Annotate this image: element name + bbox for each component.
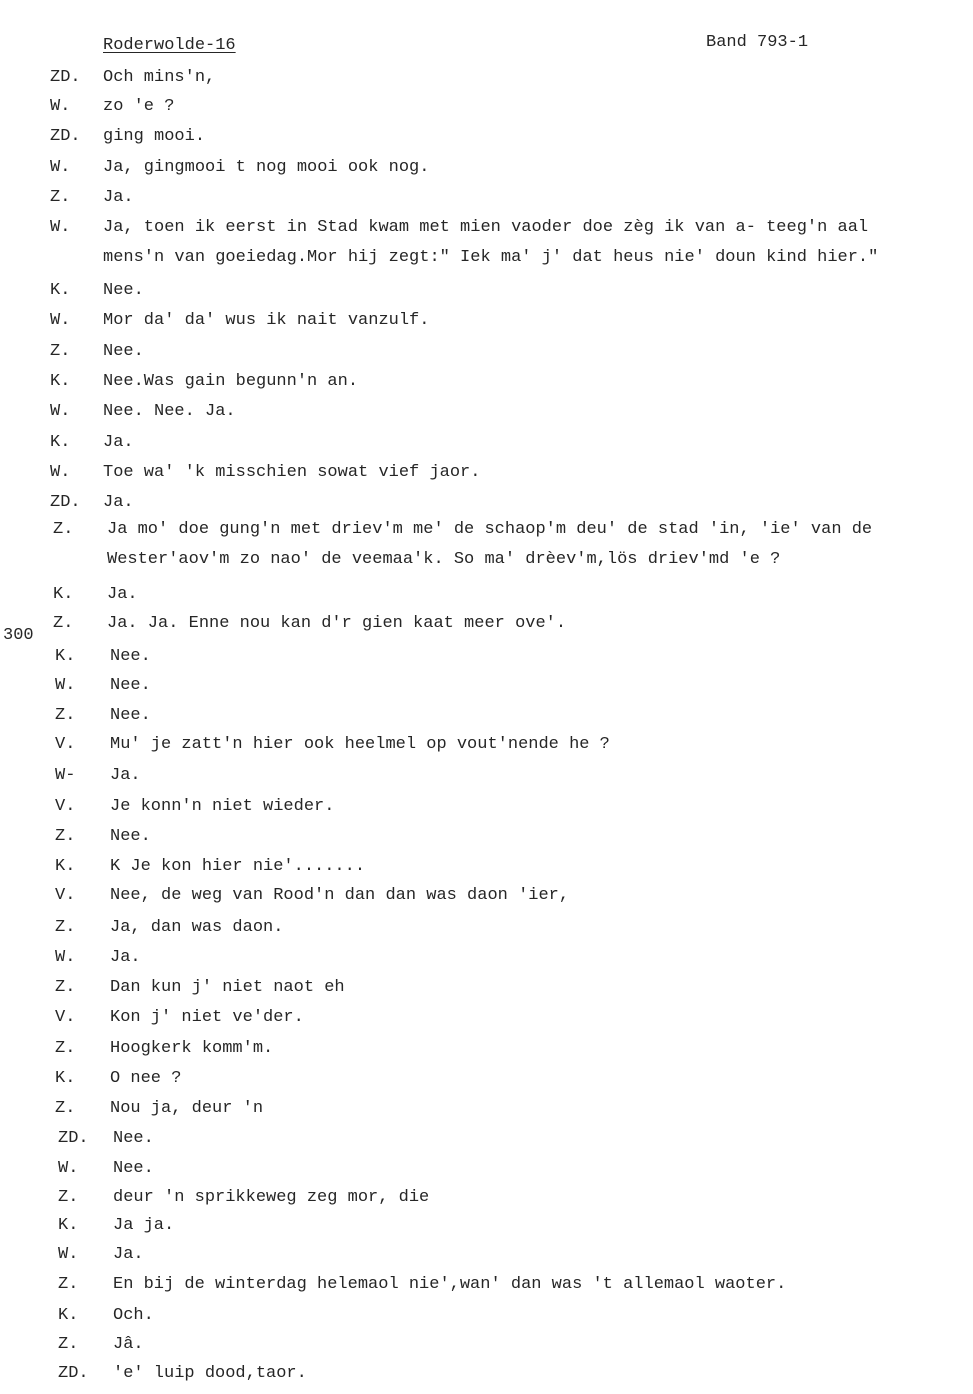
transcript-line: Ja ja. (113, 1216, 175, 1235)
speaker-label: ZD. (50, 493, 81, 512)
transcript-line: Ja. (107, 585, 138, 604)
transcript-line: Nee. (110, 827, 151, 846)
transcript-line: Jâ. (113, 1335, 144, 1354)
transcript-line: Kon j' niet ve'der. (110, 1008, 304, 1027)
transcript-line: Ja. (103, 493, 134, 512)
speaker-label: Z. (55, 706, 76, 725)
speaker-label: K. (58, 1306, 79, 1325)
transcript-line: Nee. (103, 281, 144, 300)
transcript-line: Nee. Nee. Ja. (103, 402, 236, 421)
speaker-label: Z. (58, 1188, 79, 1207)
transcript-line-continuation: mens'n van goeiedag.Mor hij zegt:" Iek ma' j' dat heus nie' doun kind hier." (103, 248, 879, 267)
transcript-line: Ja. (103, 433, 134, 452)
transcript-line: Ja. (110, 766, 141, 785)
document-title: Roderwolde-16 (103, 36, 236, 55)
speaker-label: ZD. (50, 127, 81, 146)
speaker-label: Z. (55, 827, 76, 846)
speaker-label: Z. (50, 342, 71, 361)
speaker-label: Z. (55, 1039, 76, 1058)
speaker-label: W. (58, 1245, 79, 1264)
speaker-label: Z. (50, 188, 71, 207)
transcript-line: Ja. (110, 948, 141, 967)
speaker-label: Z. (55, 978, 76, 997)
transcript-line: Toe wa' 'k misschien sowat vief jaor. (103, 463, 481, 482)
speaker-label: W. (50, 463, 71, 482)
speaker-label: Z. (55, 918, 76, 937)
transcript-line: Mu' je zatt'n hier ook heelmel op vout'nende he ? (110, 735, 610, 754)
transcript-line: Nee.Was gain begunn'n an. (103, 372, 359, 391)
speaker-label: V. (55, 1008, 76, 1027)
speaker-label: Z. (55, 1099, 76, 1118)
speaker-label: W. (55, 676, 76, 695)
speaker-label: ZD. (58, 1129, 89, 1148)
transcript-line: Och. (113, 1306, 154, 1325)
transcript-line: Ja mo' doe gung'n met driev'm me' de schaop'm deu' de stad 'in, 'ie' van de (107, 520, 873, 539)
speaker-label: W. (50, 158, 71, 177)
speaker-label: K. (55, 647, 76, 666)
speaker-label: W- (55, 766, 76, 785)
speaker-label: Z. (58, 1275, 79, 1294)
transcript-line: Nee. (113, 1129, 154, 1148)
transcript-line: Ja. Ja. Enne nou kan d'r gien kaat meer ove'. (107, 614, 567, 633)
speaker-label: K. (55, 857, 76, 876)
speaker-label: W. (55, 948, 76, 967)
transcript-line: Je konn'n niet wieder. (110, 797, 335, 816)
transcript-line: Ja, gingmooi t nog mooi ook nog. (103, 158, 430, 177)
speaker-label: W. (58, 1159, 79, 1178)
speaker-label: ZD. (50, 68, 81, 87)
speaker-label: Z. (58, 1335, 79, 1354)
speaker-label: V. (55, 886, 76, 905)
speaker-label: V. (55, 797, 76, 816)
transcript-line: Ja. (113, 1245, 144, 1264)
transcript-line: 'e' luip dood,taor. (113, 1364, 307, 1383)
margin-line-number: 300 (3, 626, 34, 645)
transcript-line: Nee, de weg van Rood'n dan dan was daon 'ier, (110, 886, 570, 905)
transcript-line: Nou ja, deur 'n (110, 1099, 264, 1118)
transcript-line: Nee. (110, 706, 151, 725)
speaker-label: W. (50, 311, 71, 330)
transcript-line-continuation: Wester'aov'm zo nao' de veemaa'k. So ma' drèev'm,lös driev'md 'e ? (107, 550, 781, 569)
transcript-line: Ja, dan was daon. (110, 918, 284, 937)
speaker-label: K. (53, 585, 74, 604)
transcript-line: zo 'e ? (103, 97, 175, 116)
speaker-label: Z. (53, 520, 74, 539)
transcript-line: Nee. (103, 342, 144, 361)
speaker-label: K. (50, 281, 71, 300)
speaker-label: Z. (53, 614, 74, 633)
speaker-label: K. (55, 1069, 76, 1088)
transcript-line: Ja. (103, 188, 134, 207)
transcript-line: Och mins'n, (103, 68, 216, 87)
transcript-line: O nee ? (110, 1069, 182, 1088)
transcript-line: deur 'n sprikkeweg zeg mor, die (113, 1188, 430, 1207)
speaker-label: K. (58, 1216, 79, 1235)
transcript-line: K Je kon hier nie'....... (110, 857, 366, 876)
transcript-line: Ja, toen ik eerst in Stad kwam met mien vaoder doe zèg ik van a- teeg'n aal (103, 218, 869, 237)
transcript-line: Hoogkerk komm'm. (110, 1039, 274, 1058)
transcript-line: Nee. (113, 1159, 154, 1178)
speaker-label: K. (50, 372, 71, 391)
speaker-label: W. (50, 218, 71, 237)
tape-number: Band 793-1 (706, 33, 809, 52)
speaker-label: W. (50, 402, 71, 421)
speaker-label: W. (50, 97, 71, 116)
speaker-label: V. (55, 735, 76, 754)
transcript-line: Nee. (110, 647, 151, 666)
speaker-label: ZD. (58, 1364, 89, 1383)
transcript-line: Mor da' da' wus ik nait vanzulf. (103, 311, 430, 330)
transcript-line: Nee. (110, 676, 151, 695)
speaker-label: K. (50, 433, 71, 452)
transcript-line: Dan kun j' niet naot eh (110, 978, 345, 997)
transcript-line: ging mooi. (103, 127, 206, 146)
transcript-line: En bij de winterdag helemaol nie',wan' dan was 't allemaol waoter. (113, 1275, 787, 1294)
